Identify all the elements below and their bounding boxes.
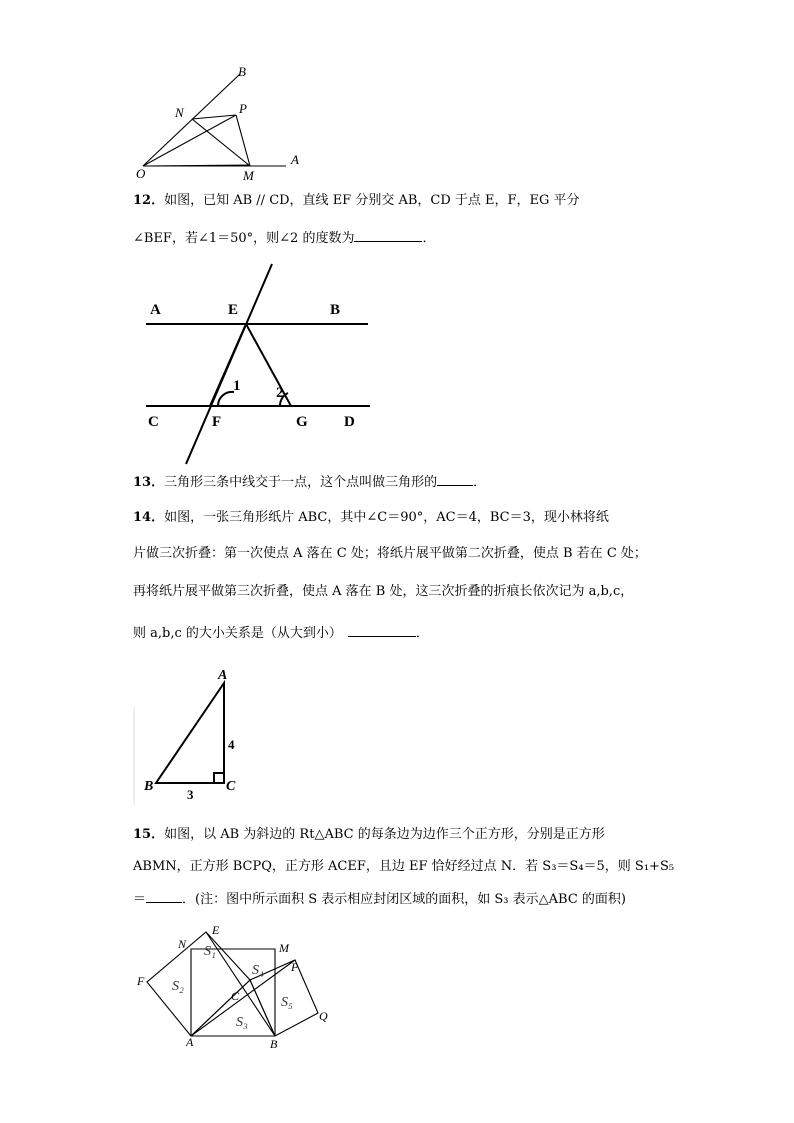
- area-s3: S₃: [236, 1015, 248, 1030]
- q14-text-line2: 片做三次折叠：第一次使点 A 落在 C 处；将纸片展平做第二次折叠，使点 B 若在 C 处；: [133, 546, 647, 561]
- label-o: O: [136, 166, 146, 181]
- label-e: E: [228, 302, 239, 318]
- label-m: M: [279, 941, 289, 955]
- q15-text-line2: ABMN，正方形 BCPQ，正方形 ACEF，且边 EF 恰好经过点 N．若 S₃＝S₄＝5，则 S₁+S₅: [133, 859, 675, 874]
- q15-line1: [133, 827, 605, 843]
- area-s2: S₂: [172, 979, 184, 994]
- q12-number: 12．: [133, 193, 165, 208]
- label-f: F: [212, 414, 222, 430]
- figure-parallel-lines: [140, 260, 380, 470]
- q15-text-line1: 如图，以 AB 为斜边的 Rt△ABC 的每条边为边作三个正方形，分别是正方形: [164, 827, 605, 842]
- figure-angle-aob: [128, 60, 318, 185]
- figure-right-triangle: [130, 665, 260, 810]
- label-a: A: [150, 302, 161, 318]
- q13-answer-blank[interactable]: [437, 473, 473, 486]
- q12-line1: [133, 193, 580, 209]
- q14-answer-blank[interactable]: [348, 624, 416, 637]
- label-m: M: [243, 168, 254, 183]
- label-b: B: [270, 1037, 278, 1051]
- q14-line3: [133, 584, 633, 600]
- label-p: P: [239, 101, 247, 116]
- q15-line3: [133, 890, 626, 908]
- q14-period: ．: [415, 626, 429, 641]
- q14-text-line1: 如图，一张三角形纸片 ABC，其中∠C＝90°，AC＝4，BC＝3，现小林将纸: [164, 510, 609, 525]
- q15-number: 15．: [133, 827, 165, 842]
- q13-period: ．: [473, 475, 487, 490]
- label-a: A: [218, 668, 228, 683]
- label-n: N: [178, 937, 187, 951]
- angle-2-label: 2: [276, 385, 284, 401]
- area-s1: S₁: [204, 944, 216, 959]
- label-p: P: [291, 960, 299, 974]
- label-d: D: [344, 414, 355, 430]
- label-b: B: [330, 302, 341, 318]
- q14-text-line3: 再将纸片展平做第三次折叠，使点 A 落在 B 处，这三次折叠的折痕长依次记为 a,b,c，: [133, 584, 634, 599]
- q15-answer-blank[interactable]: [146, 890, 182, 903]
- q13-text: 三角形三条中线交于一点，这个点叫做三角形的: [164, 475, 438, 490]
- q13-number: 13．: [133, 475, 165, 490]
- q15-line2: [133, 859, 674, 875]
- label-a: A: [291, 152, 299, 167]
- q14-text-line4: 则 a,b,c 的大小关系是（从大到小）: [133, 626, 342, 641]
- q15-text-line3: ．(注：图中所示面积 S 表示相应封闭区域的面积，如 S₃ 表示△ABC 的面积): [182, 892, 626, 907]
- label-n: N: [175, 105, 184, 120]
- label-c: C: [226, 779, 236, 794]
- side-bc-length: 3: [187, 787, 194, 802]
- label-b: B: [238, 64, 246, 79]
- q12-answer-blank[interactable]: [354, 229, 422, 242]
- area-s5: S₅: [281, 995, 293, 1010]
- side-ac-length: 4: [228, 737, 235, 752]
- angle-1-label: 1: [233, 378, 241, 394]
- q14-line4: [133, 624, 429, 642]
- label-a: A: [186, 1035, 194, 1049]
- q12-text-line1: 如图，已知 AB // CD，直线 EF 分别交 AB，CD 于点 E，F，EG 平分: [164, 193, 580, 208]
- label-q: Q: [319, 1009, 328, 1023]
- area-s4: S₄: [252, 963, 264, 978]
- label-e: E: [212, 923, 220, 937]
- label-c: C: [148, 414, 159, 430]
- label-f: F: [137, 974, 145, 988]
- label-g: G: [296, 414, 308, 430]
- q12-period: ．: [422, 231, 436, 246]
- q15-equals: ＝: [133, 892, 147, 907]
- q12-line2: [133, 229, 435, 247]
- figure-three-squares: [130, 922, 340, 1052]
- label-c: C: [231, 989, 240, 1003]
- q14-number: 14．: [133, 510, 165, 525]
- q14-line1: [133, 510, 609, 526]
- q14-line2: [133, 546, 647, 562]
- q12-text-line2: ∠BEF，若∠1＝50°，则∠2 的度数为: [133, 231, 355, 246]
- q13-line: [133, 473, 486, 491]
- label-b: B: [144, 779, 154, 794]
